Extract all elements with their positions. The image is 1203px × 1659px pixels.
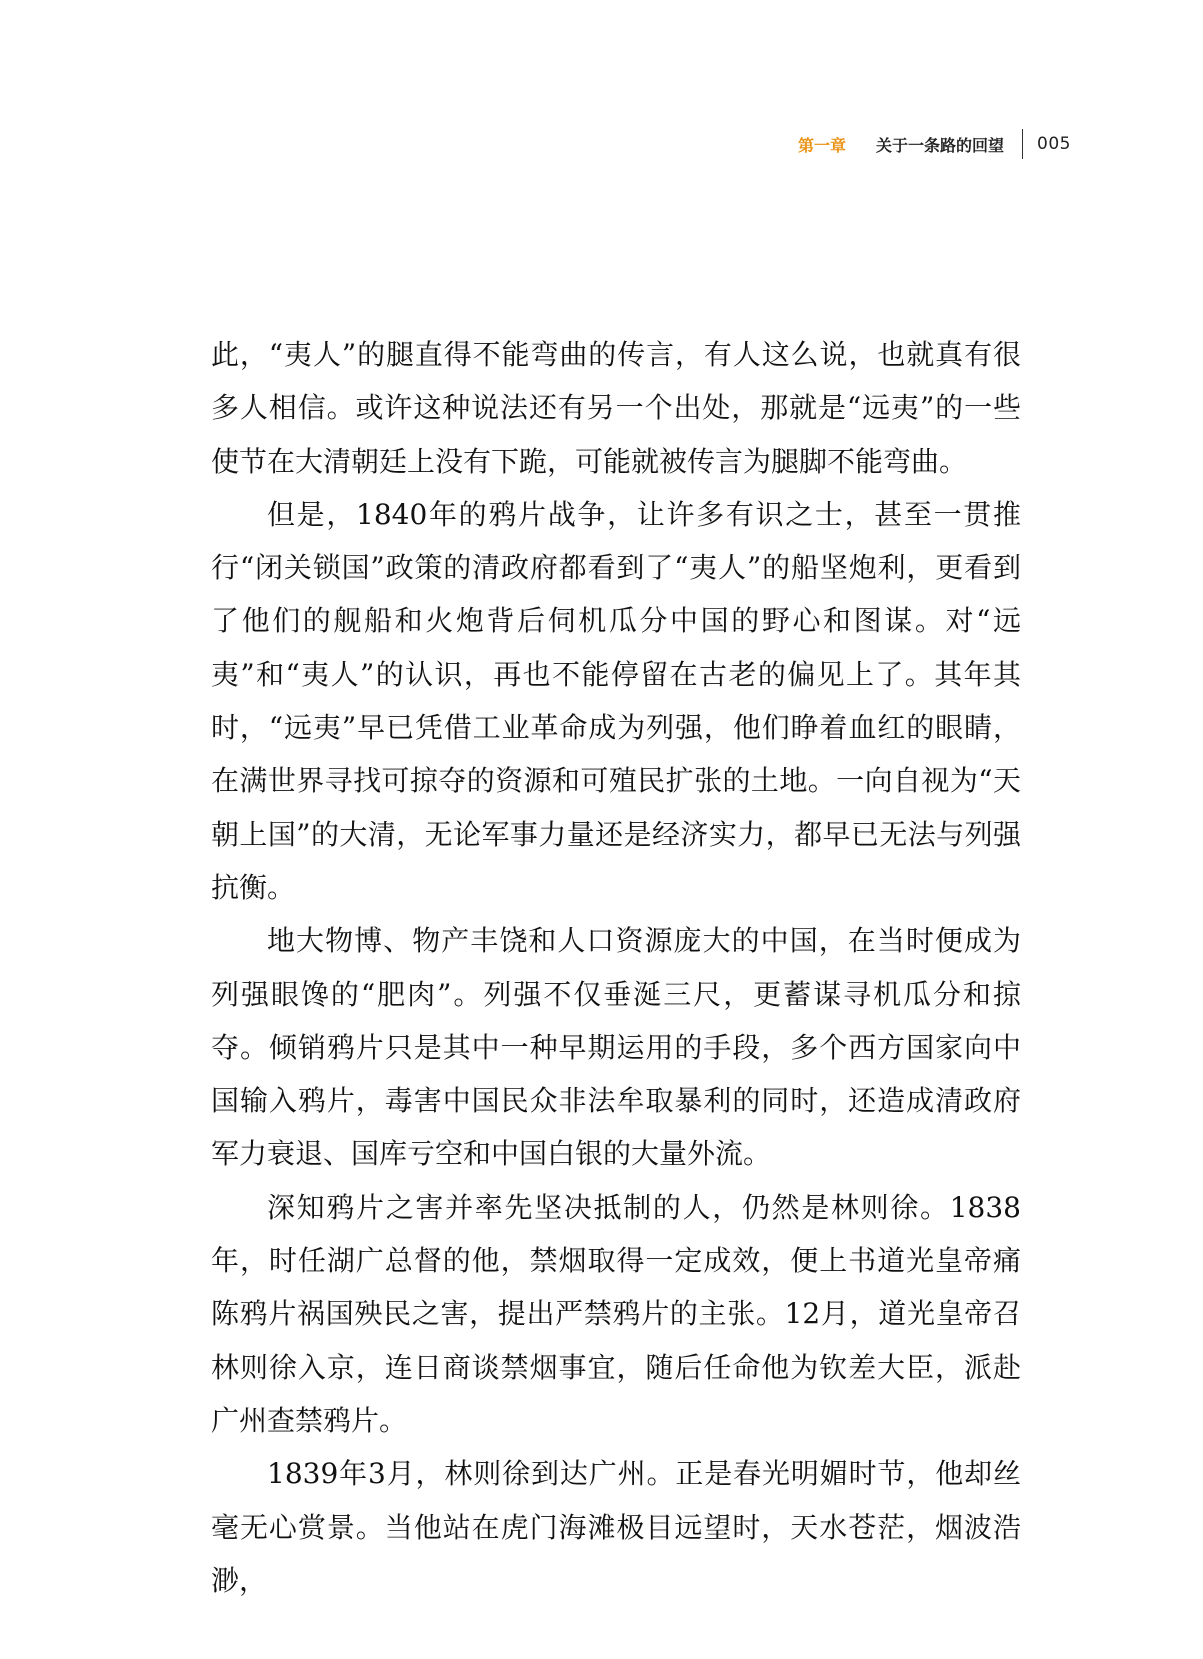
paragraph: 深知鸦片之害并率先坚决抵制的人，仍然是林则徐。1838年，时任湖广总督的他，禁烟取得一定成效，便上书道光皇帝痛陈鸦片祸国殃民之害，提出严禁鸦片的主张。12月，道光皇帝召林则徐入京，连日商谈禁烟事宜，随后任命他为钦差大臣，派赴广州查禁鸦片。 bbox=[211, 1190, 1021, 1437]
page-number: 005 bbox=[1037, 134, 1071, 154]
paragraph: 但是，1840年的鸦片战争，让许多有识之士，甚至一贯推行“闭关锁国”政策的清政府都看到了“夷人”的船坚炮利，更看到了他们的舰船和火炮背后伺机瓜分中国的野心和图谋。对“远夷”和“夷人”的认识，再也不能停留在古老的偏见上了。其年其时，“远夷”早已凭借工业革命成为列强，他们睁着血红的眼睛，在满世界寻找可掠夺的资源和可殖民扩张的土地。一向自视为“天朝上国”的大清，无论军事力量还是经济实力，都早已无法与列强抗衡。 bbox=[211, 497, 1021, 904]
paragraph: 1839年3月，林则徐到达广州。正是春光明媚时节，他却丝毫无心赏景。当他站在虎门海滩极目远望时，天水苍茫，烟波浩渺， bbox=[211, 1457, 1021, 1597]
paragraph: 地大物博、物产丰饶和人口资源庞大的中国，在当时便成为列强眼馋的“肥肉”。列强不仅垂涎三尺，更蓄谋寻机瓜分和掠夺。倾销鸦片只是其中一种早期运用的手段，多个西方国家向中国输入鸦片，毒害中国民众非法牟取暴利的同时，还造成清政府军力衰退、国库亏空和中国白银的大量外流。 bbox=[211, 924, 1021, 1171]
paragraph-continuation: 此，“夷人”的腿直得不能弯曲的传言，有人这么说，也就真有很多人相信。或许这种说法还有另一个出处，那就是“远夷”的一些使节在大清朝廷上没有下跪，可能就被传言为腿脚不能弯曲。 bbox=[211, 338, 1021, 478]
body-text bbox=[211, 328, 1021, 1607]
chapter-label: 第一章 bbox=[798, 135, 847, 155]
header-divider bbox=[1022, 129, 1023, 159]
running-header bbox=[798, 128, 1071, 160]
chapter-title: 关于一条路的回望 bbox=[876, 135, 1005, 155]
